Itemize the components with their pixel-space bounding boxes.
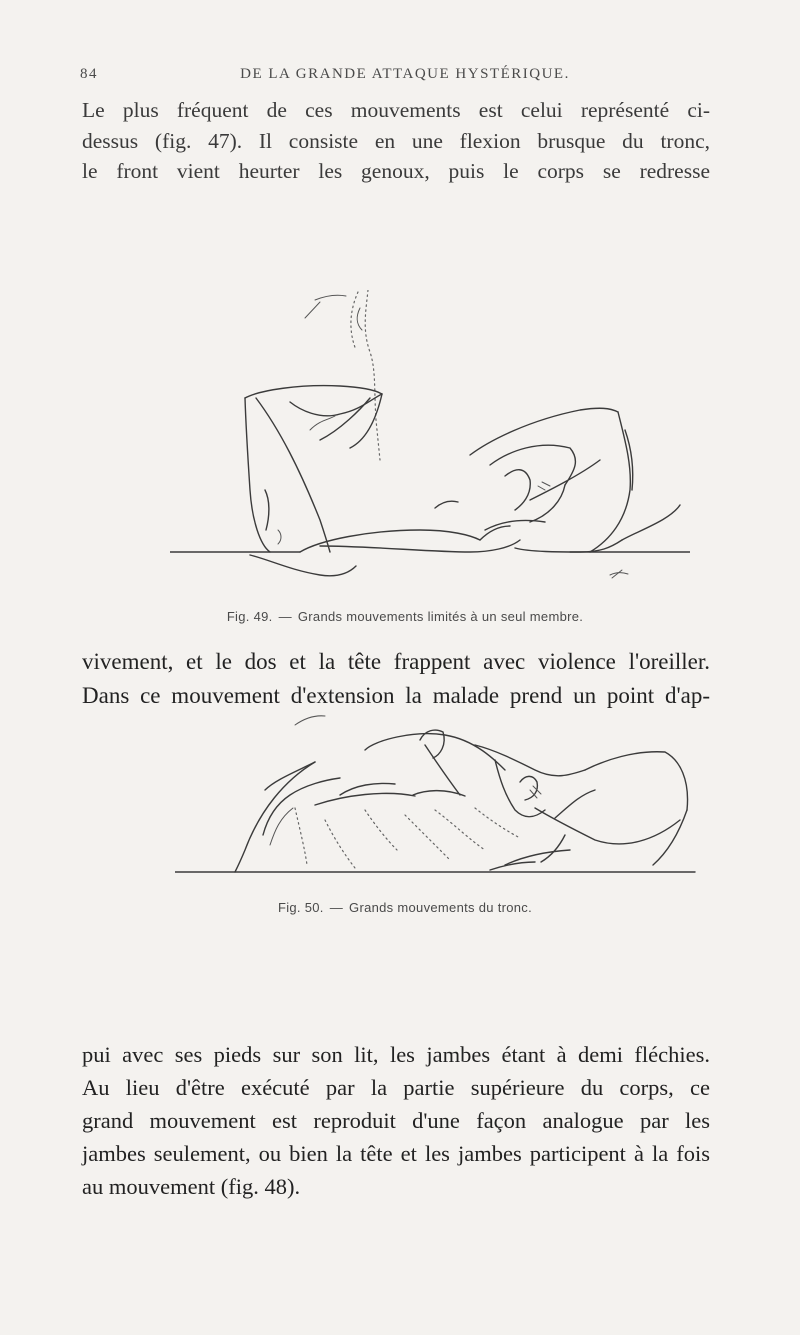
text-line: vivement, et le dos et la tête frappent avec violence l'oreiller. [82,649,710,674]
figure-50-caption-text: Grands mouvements du tronc. [349,900,533,915]
text-line: Le plus fréquent de ces mouvements est celui représenté ci- [82,98,710,122]
figure-49-caption-text: Grands mouvements limités à un seul membre. [297,609,584,624]
text-line: pui avec ses pieds sur son lit, les jambes étant à demi fléchies. [82,1042,710,1067]
text-line: dessus (fig. 47). Il consiste en une flexion brusque du tronc, [82,128,710,153]
text-line: grand mouvement est reproduit d'une façon analogue par les [82,1108,710,1133]
figure-49-number: Fig. 49. [226,609,273,624]
text-line: Dans ce mouvement d'extension la malade prend un point d'ap- [82,683,710,708]
figure-50-number: Fig. 50. [277,900,324,915]
running-head [80,66,730,90]
text-line: Au lieu d'être exécuté par la partie supérieure du corps, ce [82,1075,710,1100]
figure-50-caption [80,900,730,915]
figure-49-illustration [170,290,690,605]
caption-dash: — [278,609,292,624]
figure-50-illustration [175,700,715,880]
paragraph-3 [82,1038,710,1203]
paragraph-1 [82,95,710,187]
figure-49-caption [80,609,730,624]
text-line: le front vient heurter les genoux, puis le corps se redresse [82,159,710,183]
text-line: au mouvement (fig. 48). [82,1174,301,1199]
running-head-title: DE LA GRANDE ATTAQUE HYSTÉRIQUE. [240,66,570,82]
page-number: 84 [80,66,98,82]
text-line: jambes seulement, ou bien la tête et les jambes participent à la fois [82,1141,710,1166]
caption-dash: — [329,900,344,915]
